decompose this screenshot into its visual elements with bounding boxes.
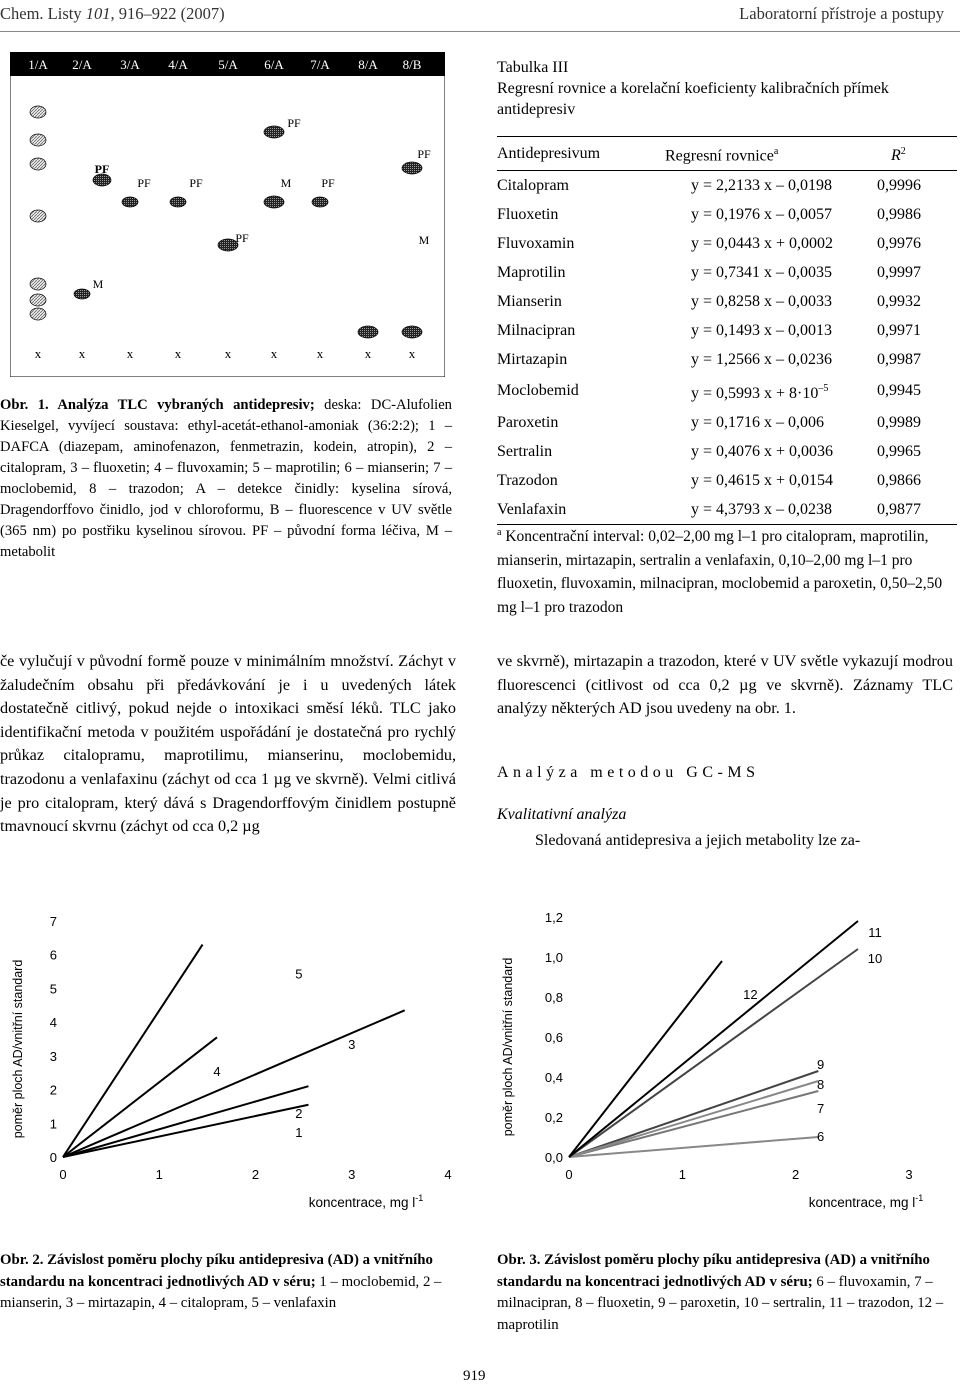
- series-label-4: 4: [213, 1064, 221, 1080]
- regression-equation: y = 0,5993 $x + 8\cdot 10^{-5}$: [691, 383, 829, 402]
- tlc-lane-label: 6/A: [264, 57, 284, 72]
- regression-equation: y = 0,1976 x – 0,0057: [691, 206, 833, 224]
- series-label-2: 2: [295, 1106, 303, 1122]
- table-row: [497, 316, 957, 345]
- regression-equation: y = 0,7341 x – 0,0035: [691, 264, 833, 282]
- tlc-lane-label: 1/A: [28, 57, 48, 72]
- r2-value: 0,9986: [877, 206, 921, 224]
- tlc-spot: [30, 308, 46, 320]
- tlc-lane-label: 3/A: [120, 57, 140, 72]
- tlc-spot: [30, 210, 46, 222]
- header-rule: [0, 31, 960, 32]
- r2-value: 0,9996: [877, 177, 921, 195]
- table-row: [497, 495, 957, 525]
- section-heading: Analýza metodou GC-MS: [497, 764, 760, 781]
- r2-value: 0,9971: [877, 322, 921, 340]
- y-tick-label: 3: [49, 1048, 57, 1064]
- drug-name: Sertralin: [497, 442, 553, 460]
- tlc-lane-label: 2/A: [72, 57, 92, 72]
- tlc-pf-label: PF: [287, 116, 301, 130]
- tlc-spot: [30, 106, 46, 118]
- y-tick-label: 1,2: [544, 910, 563, 925]
- tlc-lane-label: 7/A: [310, 57, 330, 72]
- regression-equation: y = 0,1493 x – 0,0013: [691, 322, 833, 340]
- tlc-spot: [264, 126, 284, 138]
- y-tick-label: 0,8: [544, 990, 563, 1005]
- figure3-chart: [490, 905, 960, 1235]
- tlc-pf-label: PF: [189, 176, 203, 190]
- x-tick-label: 0: [565, 1167, 573, 1182]
- tlc-metabolite-label: M: [418, 233, 430, 247]
- tlc-spot: [264, 196, 284, 208]
- series-line-10: [569, 949, 858, 1157]
- series-label-5: 5: [295, 966, 303, 982]
- tlc-lane-label: 8/B: [402, 57, 422, 72]
- tlc-origin-mark: x: [316, 346, 324, 361]
- r2-value: 0,9866: [877, 471, 921, 489]
- drug-name: Mirtazapin: [497, 351, 568, 369]
- regression-equation: y = 4,3793 x – 0,0238: [665, 495, 873, 525]
- tlc-lane-label: 4/A: [168, 57, 188, 72]
- series-line-2: [63, 1086, 308, 1157]
- drug-name: Citalopram: [497, 177, 569, 195]
- y-tick-label: 7: [49, 914, 57, 929]
- col-header-drug: Antidepresivum: [497, 137, 665, 171]
- r2-value: 0,9997: [877, 264, 921, 282]
- tlc-lane-label: 5/A: [218, 57, 238, 72]
- tlc-spot: [402, 162, 422, 174]
- y-tick-label: 0: [49, 1150, 57, 1165]
- series-line-1: [63, 1105, 308, 1157]
- r2-value: 0,9945: [877, 382, 921, 400]
- table-row: [497, 408, 957, 437]
- subsection-heading: Kvalitativní analýza: [497, 806, 627, 823]
- y-tick-label: 1: [49, 1116, 57, 1132]
- tlc-spot: [122, 197, 138, 207]
- running-header-right: Laboratorní přístroje a postupy: [739, 4, 944, 23]
- x-tick-label: 3: [905, 1167, 913, 1182]
- tlc-pf-label: PF: [417, 147, 431, 161]
- x-axis-label: koncentrace, mg $l^{-1}$: [808, 1193, 924, 1210]
- col-header-equation: Regresní rovnice$^a$: [665, 137, 873, 171]
- series-label-11: 11: [868, 925, 882, 940]
- regression-equation: y = 2,2133 x – 0,0198: [691, 177, 833, 195]
- series-line-8: [569, 1071, 818, 1157]
- col-header-r2: $R^2$: [873, 137, 957, 171]
- tlc-lane-label: 8/A: [358, 57, 378, 72]
- y-axis-label: poměr ploch AD/vnitřní standard: [11, 959, 25, 1139]
- y-tick-label: 5: [49, 981, 57, 997]
- running-header-left: Chem. Listy 101, 916–922 (2007): [0, 4, 225, 23]
- y-tick-label: 0,0: [544, 1150, 563, 1165]
- drug-name: Fluoxetin: [497, 206, 559, 224]
- x-tick-label: 4: [444, 1167, 452, 1182]
- tlc-pf-label: PF: [321, 176, 335, 190]
- table-row: [497, 258, 957, 287]
- drug-name: Moclobemid: [497, 382, 579, 400]
- regression-equation: y = 0,4615 x + 0,0154: [691, 471, 834, 489]
- tlc-origin-mark: x: [364, 346, 372, 361]
- tlc-pf-label: PF: [235, 231, 249, 245]
- series-line-4: [63, 1037, 217, 1157]
- tlc-spot: [30, 278, 46, 290]
- series-label-9: 9: [816, 1057, 825, 1072]
- series-label-10: 10: [867, 951, 883, 966]
- table-row: [497, 374, 957, 407]
- y-tick-label: 1,0: [544, 950, 563, 965]
- tlc-pf-label: PF: [137, 176, 151, 190]
- y-tick-label: 4: [49, 1015, 57, 1031]
- body-text-right: ve skvrně), mirtazapin a trazodon, které v UV světle vykazují modrou fluorescenci (citlivost od cca 0,2 µg ve skvrně). Záznamy TLC analýzy některých AD jsou uvedeny na obr. 1.: [497, 652, 953, 718]
- tlc-origin-mark: x: [174, 346, 182, 361]
- tlc-spot: [30, 134, 46, 146]
- series-line-3: [63, 1010, 405, 1157]
- tlc-spot: [170, 197, 186, 207]
- series-line-5: [63, 945, 203, 1157]
- tlc-metabolite-label: M: [92, 277, 104, 291]
- subsection-text: Sledovaná antidepresiva a jejich metabolity lze za-: [535, 832, 861, 849]
- r2-value: 0,9965: [877, 442, 921, 460]
- table3-title: [497, 57, 957, 120]
- regression-equation: y = 0,4076 x + 0,0036: [691, 442, 834, 460]
- tlc-spot: [358, 326, 378, 338]
- series-label-8: 8: [816, 1077, 825, 1092]
- figure3-caption: Obr. 3. Závislost poměru plochy píku antidepresiva (AD) a vnitřního standardu na koncentraci jednotlivých AD v séru; 6 – fluvoxamin, 7 – milnacipran, 8 – fluoxetin, 9 – paroxetin, 10 – sertralin, 11 – trazodon, 12 – maprotilin: [497, 1252, 944, 1333]
- table-row: [497, 200, 957, 229]
- x-tick-label: 1: [678, 1167, 686, 1182]
- table-row: [497, 229, 957, 258]
- drug-name: Trazodon: [497, 471, 558, 489]
- tlc-spot: [74, 289, 90, 299]
- x-tick-label: 3: [348, 1167, 356, 1182]
- tlc-origin-mark: x: [126, 346, 134, 361]
- r2-value: 0,9877: [873, 495, 957, 525]
- series-line-9: [569, 1081, 818, 1157]
- tlc-metabolite-label: M: [280, 176, 292, 190]
- figure2-caption: Obr. 2. Závislost poměru plochy píku antidepresiva (AD) a vnitřního standardu na koncentraci jednotlivých AD v séru; 1 – moclobemid, 2 – mianserin, 3 – mirtazapin, 4 – citalopram, 5 – venlafaxin: [0, 1252, 442, 1311]
- y-tick-label: 0,2: [544, 1110, 563, 1125]
- drug-name: Milnacipran: [497, 322, 576, 340]
- y-tick-label: 2: [49, 1082, 57, 1098]
- series-label-7: 7: [816, 1101, 825, 1116]
- tlc-spot: [30, 294, 46, 306]
- r2-value: 0,9987: [877, 351, 921, 369]
- y-axis-label: poměr ploch AD/vnitřní standard: [501, 957, 515, 1137]
- figure2-chart: [0, 905, 470, 1235]
- r2-value: 0,9932: [877, 293, 921, 311]
- regression-equation: y = 0,8258 x – 0,0033: [691, 293, 833, 311]
- table3-subtitle: Regresní rovnice a korelační koeficienty kalibračních přímek antidepresiv: [497, 80, 889, 118]
- series-line-11: [569, 921, 858, 1157]
- table-row: [497, 287, 957, 316]
- tlc-plate-figure: [10, 52, 445, 377]
- table-row: [497, 171, 957, 201]
- series-label-6: 6: [816, 1129, 825, 1144]
- drug-name: Mianserin: [497, 293, 562, 311]
- regression-equation: y = 0,0443 x + 0,0002: [691, 235, 834, 253]
- drug-name: Venlafaxin: [497, 495, 665, 525]
- y-tick-label: 0,6: [544, 1030, 563, 1045]
- x-tick-label: 0: [59, 1167, 67, 1182]
- tlc-origin-mark: x: [270, 346, 278, 361]
- table3-label: Tabulka III: [497, 59, 569, 76]
- table3-footnote: $^a$ Koncentrační interval: 0,02–2,00 mg l–1 pro citalopram, maprotilin, mianserin, mirtazapin, sertralin a venlafaxin, 0,10–2,00 mg l–1 pro fluoxetin, fluvoxamin, milnacipran, moclobemid a paroxetin, 0,50–2,50 mg l–1 pro trazodon: [497, 527, 943, 616]
- page-number: 919: [463, 1368, 486, 1384]
- drug-name: Fluvoxamin: [497, 235, 575, 253]
- table-row: [497, 466, 957, 495]
- r2-value: 0,9989: [877, 413, 921, 431]
- series-label-1: 1: [295, 1124, 303, 1140]
- table-row: [497, 345, 957, 374]
- tlc-origin-mark: x: [408, 346, 416, 361]
- r2-value: 0,9976: [877, 235, 921, 253]
- tlc-origin-mark: x: [34, 346, 42, 361]
- figure1-caption: Obr. 1. Analýza TLC vybraných antidepresiv; deska: DC-Alufolien Kieselgel, vyvíjecí soustava: ethyl-acetát-ethanol-amoniak (36:2:2); 1 – DAFCA (diazepam, aminofenazon, fenmetrazin, kodein, atropin), 2 – citalopram, 3 – fluoxetin; 4 – fluvoxamin; 5 – maprotilin; 6 – mianserin; 7 – moclobemid, 8 – trazodon; A – detekce činidly: kyselina sírová, Dragendorffovo činidlo, jod v chloroformu, B – fluorescence v UV světle (365 nm) po postřiku kyselinou sírovou. PF – původní forma léčiva, M – metabolit: [0, 397, 452, 560]
- series-label-3: 3: [348, 1037, 356, 1053]
- y-tick-label: 0,4: [544, 1070, 563, 1085]
- regression-equation: y = 0,1716 x – 0,006: [691, 413, 825, 431]
- tlc-pf-label: PF: [94, 162, 110, 176]
- tlc-origin-mark: x: [78, 346, 86, 361]
- regression-equation: y = 1,2566 x – 0,0236: [691, 351, 833, 369]
- y-tick-label: 6: [49, 947, 57, 963]
- series-line-12: [569, 961, 722, 1157]
- series-label-12: 12: [743, 987, 758, 1002]
- table-row: [497, 437, 957, 466]
- body-text-left: če vylučují v původní formě pouze v minimálním množství. Záchyt v žaludečním obsahu při předávkování je i u uvedených látek dostatečně citlivý, pokud nejde o intoxikaci směsí léků. TLC jako identifikační metoda v použitém uspořádání je dostatečná pro rychlý průkaz citalopramu, maprotilimu, mianserinu, moclobemidu, trazodonu a venlafaxinu (záchyt od cca 1 µg ve skvrně). Velmi citlivá je pro citalopram, který dává s Dragendorffovým činidlem postupně tmavnoucí skvrnu (záchyt od cca 0,2 µg: [0, 652, 456, 836]
- tlc-spot: [30, 158, 46, 170]
- x-tick-label: 2: [251, 1167, 260, 1182]
- drug-name: Maprotilin: [497, 264, 566, 282]
- tlc-spot: [402, 326, 422, 338]
- tlc-origin-mark: x: [224, 346, 232, 361]
- x-tick-label: 1: [155, 1167, 163, 1182]
- x-axis-label: koncentrace, mg $l^{-1}$: [308, 1193, 424, 1210]
- tlc-spot: [312, 197, 328, 207]
- regression-table: [497, 136, 957, 525]
- drug-name: Paroxetin: [497, 413, 559, 431]
- x-tick-label: 2: [792, 1167, 800, 1182]
